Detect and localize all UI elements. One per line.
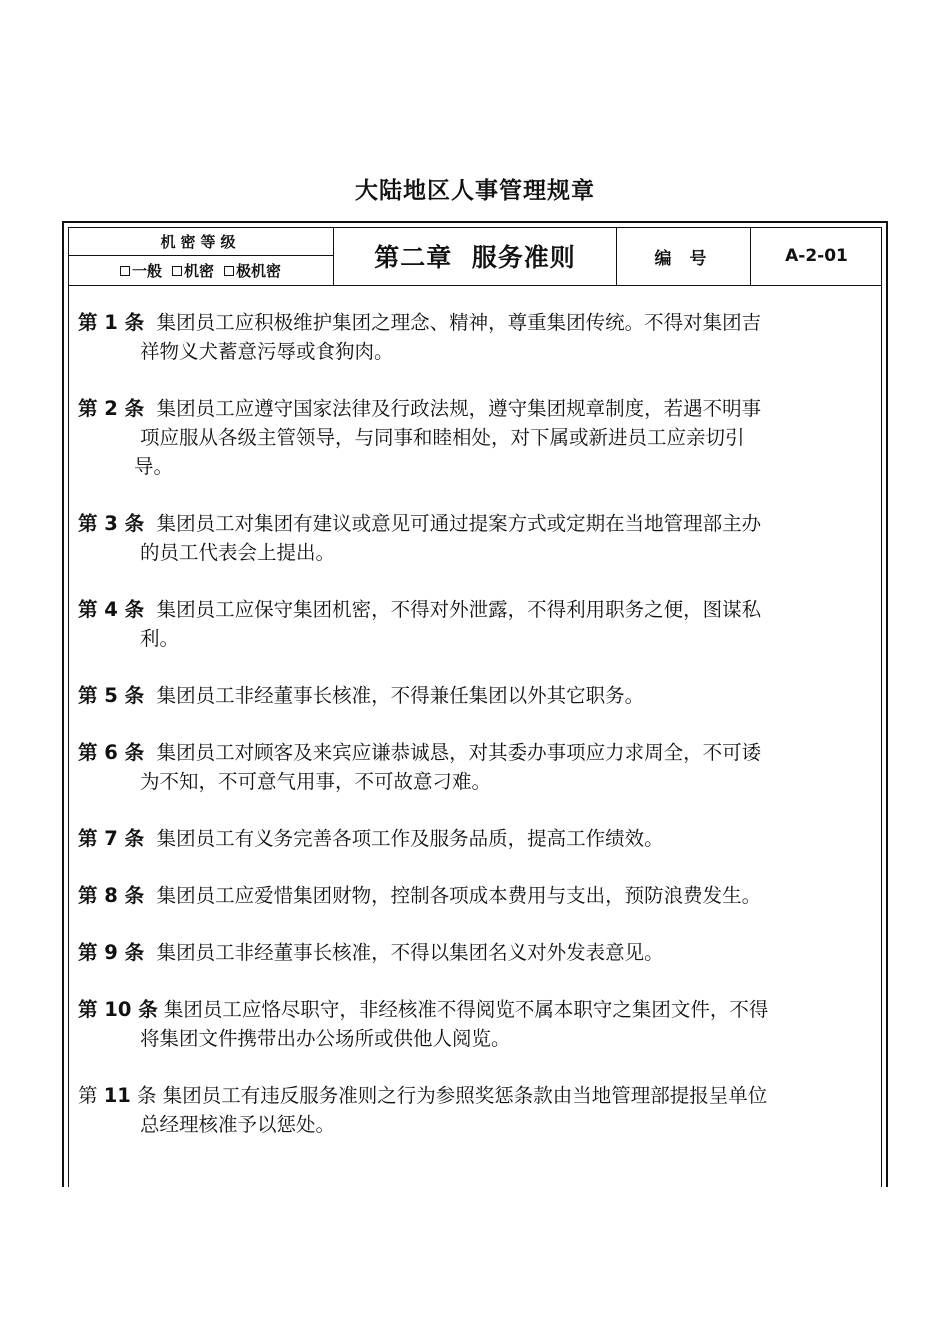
article-number: 第 8 条	[78, 884, 145, 907]
security-level-cell	[68, 227, 334, 285]
article-text: 集团员工应保守集团机密，不得对外泄露，不得利用职务之便，图谋私	[156, 598, 762, 621]
article-text: 集团员工应积极维护集团之理念、精神，尊重集团传统。不得对集团吉	[156, 311, 762, 334]
checkbox-empty-icon	[224, 266, 234, 276]
article-text: 将集团文件携带出办公场所或供他人阅览。	[140, 1027, 511, 1050]
checkbox-empty-icon	[120, 266, 130, 276]
article-6	[78, 738, 868, 796]
security-option-top-secret[interactable]: 极机密	[224, 260, 281, 281]
article-number: 第 9 条	[78, 941, 145, 964]
article-text: 为不知，不可意气用事，不可故意刁难。	[140, 770, 492, 793]
article-3	[78, 509, 868, 567]
articles-list	[78, 308, 868, 1167]
security-option-confidential[interactable]: 机密	[172, 260, 214, 281]
article-text: 利。	[140, 627, 180, 650]
article-2	[78, 394, 868, 481]
article-text: 总经理核准予以惩处。	[140, 1113, 336, 1136]
article-text: 集团员工应遵守国家法律及行政法规，遵守集团规章制度，若遇不明事	[156, 397, 762, 420]
article-number: 第 10 条	[78, 998, 158, 1021]
article-number: 第 11 条	[78, 1084, 157, 1107]
article-number: 第 4 条	[78, 598, 145, 621]
chapter-title: 第二章 服务准则	[334, 227, 617, 285]
article-number: 第 1 条	[78, 311, 145, 334]
number-value: A-2-01	[785, 246, 848, 266]
article-9	[78, 938, 868, 967]
header-table	[68, 227, 882, 286]
article-4	[78, 595, 868, 653]
article-text: 集团员工对集团有建议或意见可通过提案方式或定期在当地管理部主办	[156, 512, 762, 535]
article-text: 导。	[134, 455, 174, 478]
security-option-normal[interactable]: 一般	[120, 260, 162, 281]
article-number: 第 2 条	[78, 397, 145, 420]
article-8	[78, 881, 868, 910]
article-text: 集团员工非经董事长核准，不得兼任集团以外其它职务。	[156, 684, 645, 707]
article-5	[78, 681, 868, 710]
article-1	[78, 308, 868, 366]
article-10	[78, 995, 868, 1053]
security-level-label: 机密等级	[68, 227, 333, 256]
article-number: 第 3 条	[78, 512, 145, 535]
article-text: 祥物义犬蓄意污辱或食狗肉。	[140, 340, 394, 363]
article-number: 第 6 条	[78, 741, 145, 764]
document-title: 大陆地区人事管理规章	[355, 178, 595, 204]
article-11	[78, 1081, 868, 1139]
article-text: 集团员工非经董事长核准，不得以集团名义对外发表意见。	[156, 941, 664, 964]
article-number: 第 7 条	[78, 827, 145, 850]
article-7	[78, 824, 868, 853]
article-text: 的员工代表会上提出。	[140, 541, 336, 564]
article-text: 集团员工应爱惜集团财物，控制各项成本费用与支出，预防浪费发生。	[156, 884, 762, 907]
article-text: 集团员工对顾客及来宾应谦恭诚恳，对其委办事项应力求周全，不可诿	[156, 741, 762, 764]
article-text: 集团员工有义务完善各项工作及服务品质，提高工作绩效。	[156, 827, 664, 850]
checkbox-empty-icon	[172, 266, 182, 276]
article-text: 项应服从各级主管领导，与同事和睦相处，对下属或新进员工应亲切引	[140, 426, 745, 449]
article-text: 集团员工应恪尽职守，非经核准不得阅览不属本职守之集团文件，不得	[163, 998, 769, 1021]
article-text: 集团员工有违反服务准则之行为参照奖惩条款由当地管理部提报呈单位	[162, 1084, 768, 1107]
security-options	[68, 256, 333, 285]
number-label: 编 号	[617, 227, 751, 285]
article-number: 第 5 条	[78, 684, 145, 707]
